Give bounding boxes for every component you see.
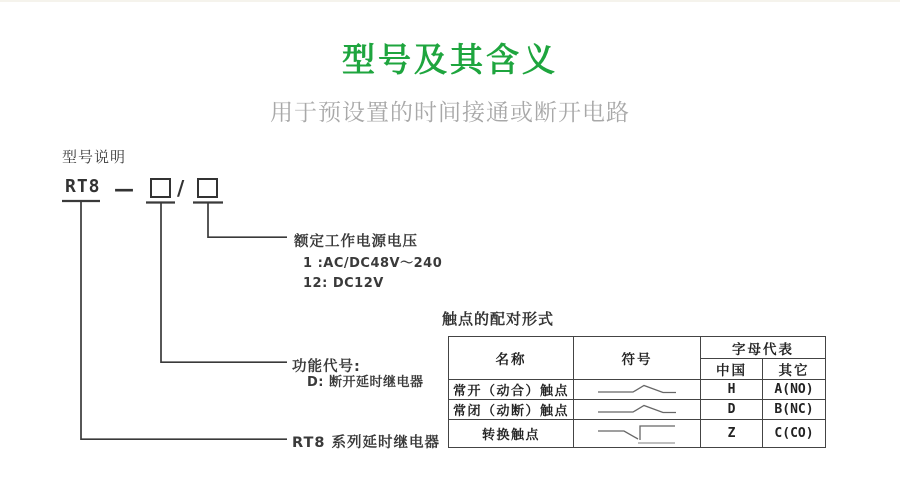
callout-voltage-option: 1 :AC/DC48V～240: [303, 256, 443, 271]
series-connector-line: [81, 201, 287, 439]
letter-other: C(CO): [763, 420, 826, 448]
page-title: 型号及其含义: [342, 40, 558, 79]
model-separator: /: [177, 176, 185, 200]
normally-open-contact-icon: [596, 383, 678, 396]
voltage-connector-line: [208, 203, 287, 237]
letter-china: Z: [701, 420, 763, 448]
symbol-cell: [574, 380, 701, 400]
col-header-symbol: 符号: [574, 337, 701, 380]
table-row: [449, 420, 826, 448]
page-subtitle: 用于预设置的时间接通或断开电路: [270, 100, 630, 126]
contact-name: 常闭（动断）触点: [449, 400, 574, 420]
letter-china: H: [701, 380, 763, 400]
contact-table: [448, 336, 826, 448]
model-section-label: 型号说明: [62, 148, 127, 166]
col-header-name: 名称: [449, 337, 574, 380]
contact-name: 常开（动合）触点: [449, 380, 574, 400]
letter-china: D: [701, 400, 763, 420]
model-prefix: RT8: [65, 176, 101, 197]
callout-function-option: D: 断开延时继电器: [307, 375, 424, 390]
col-header-china: 中国: [701, 359, 763, 380]
top-edge-divider: [0, 0, 900, 2]
changeover-contact-icon: [596, 423, 678, 445]
callout-series-title: RT8 系列延时继电器: [292, 435, 441, 451]
contact-name: 转换触点: [449, 420, 574, 448]
callout-function-title: 功能代号:: [292, 359, 361, 375]
symbol-cell: [574, 400, 701, 420]
col-header-letter-group: 字母代表: [701, 337, 826, 359]
table-row: [449, 380, 826, 400]
normally-closed-contact-icon: [596, 403, 678, 416]
letter-other: A(NO): [763, 380, 826, 400]
model-box-function-code: [150, 178, 171, 198]
callout-voltage-title: 额定工作电源电压: [294, 234, 418, 250]
function-connector-line: [161, 203, 287, 362]
callout-voltage-option: 12: DC12V: [303, 276, 384, 291]
model-dash: —: [114, 177, 134, 201]
symbol-cell: [574, 420, 701, 448]
letter-other: B(NC): [763, 400, 826, 420]
table-row: [449, 400, 826, 420]
contact-table-title: 触点的配对形式: [442, 310, 555, 328]
col-header-other: 其它: [763, 359, 826, 380]
model-box-voltage-code: [197, 178, 218, 198]
